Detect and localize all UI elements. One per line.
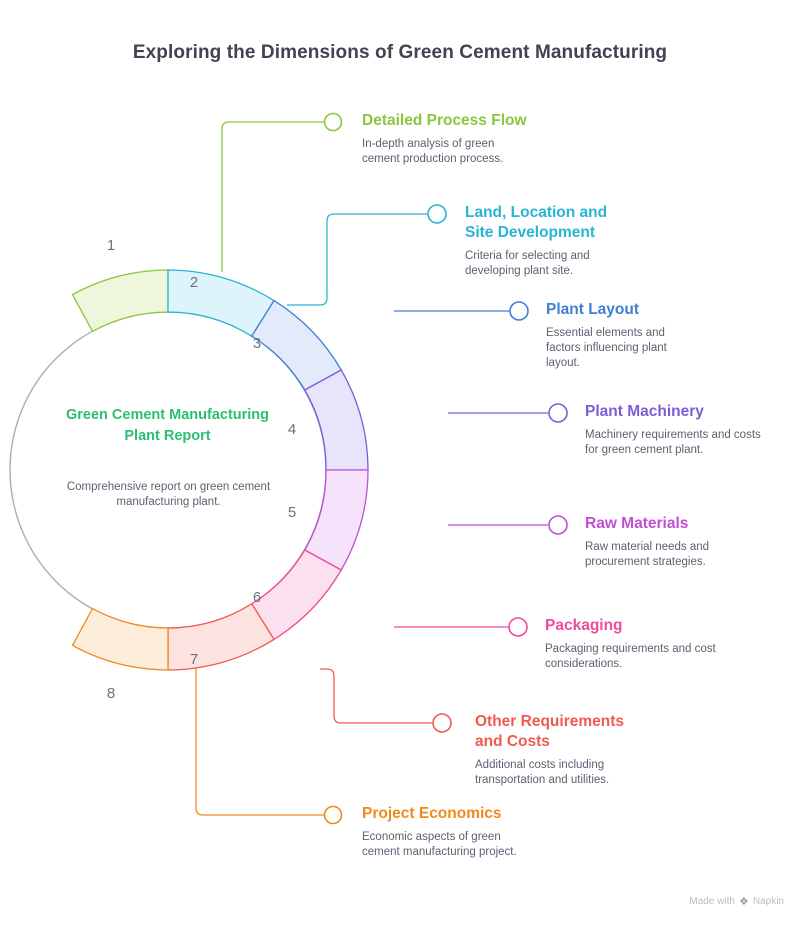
label-title-2: Land, Location and Site Development [465, 204, 608, 241]
label-block-1[interactable] [362, 111, 592, 167]
label-title-6: Packaging [545, 617, 623, 634]
label-block-2[interactable] [465, 203, 655, 279]
watermark-brand: Napkin [752, 896, 784, 907]
segment-7-number: 7 [189, 651, 199, 668]
segment-3-number: 3 [252, 335, 262, 352]
label-block-8[interactable] [362, 804, 562, 860]
label-title-8: Project Economics [362, 805, 502, 822]
label-title-1: Detailed Process Flow [362, 112, 527, 129]
watermark [689, 895, 784, 908]
connector-6-node [509, 618, 527, 636]
segment-2-number: 2 [189, 274, 199, 291]
center-title: Green Cement Manufacturing Plant Report [65, 407, 270, 444]
segment-1-number: 1 [106, 237, 116, 254]
connector-7 [320, 669, 432, 723]
label-desc-6: Packaging requirements and cost considerations. [545, 643, 716, 670]
page-title: Exploring the Dimensions of Green Cement Manufacturing [132, 42, 668, 63]
label-desc-5: Raw material needs and procurement strategies. [585, 541, 710, 568]
label-title-3: Plant Layout [546, 301, 640, 318]
label-block-3[interactable] [546, 300, 746, 371]
connector-7-node [433, 714, 451, 732]
label-block-6[interactable] [545, 616, 745, 672]
connector-2-node [428, 205, 446, 223]
label-desc-4: Machinery requirements and costs for green cement plant. [585, 429, 761, 456]
label-title-5: Raw Materials [585, 515, 689, 532]
segment-5-number: 5 [287, 504, 297, 521]
inner-circle [10, 312, 326, 628]
connector-8-node [325, 807, 342, 824]
label-desc-1: In-depth analysis of green cement production process. [362, 138, 504, 165]
label-desc-2: Criteria for selecting and developing plant site. [465, 250, 590, 277]
label-desc-7: Additional costs including transportation and utilities. [475, 759, 610, 786]
label-block-5[interactable] [585, 514, 785, 570]
label-block-7[interactable] [475, 712, 675, 788]
watermark-text: Made with [689, 896, 735, 907]
napkin-logo-icon: ❖ [738, 896, 749, 908]
segment-8-number: 8 [106, 685, 116, 702]
label-desc-3: Essential elements and factors influencing plant layout. [546, 327, 667, 369]
label-block-4[interactable] [585, 402, 785, 458]
connector-2 [287, 214, 427, 305]
connector-1 [222, 122, 324, 272]
label-title-7: Other Requirements and Costs [475, 713, 625, 750]
connector-3-node [510, 302, 528, 320]
label-desc-8: Economic aspects of green cement manufacturing project. [362, 831, 517, 858]
connector-4-node [549, 404, 567, 422]
segment-4-number: 4 [287, 421, 297, 438]
segment-6-number: 6 [252, 589, 262, 606]
center-description: Comprehensive report on green cement manufacturing plant. [66, 481, 271, 508]
label-title-4: Plant Machinery [585, 403, 704, 420]
connector-5-node [549, 516, 567, 534]
connector-8 [196, 668, 324, 815]
connector-1-node [325, 114, 342, 131]
